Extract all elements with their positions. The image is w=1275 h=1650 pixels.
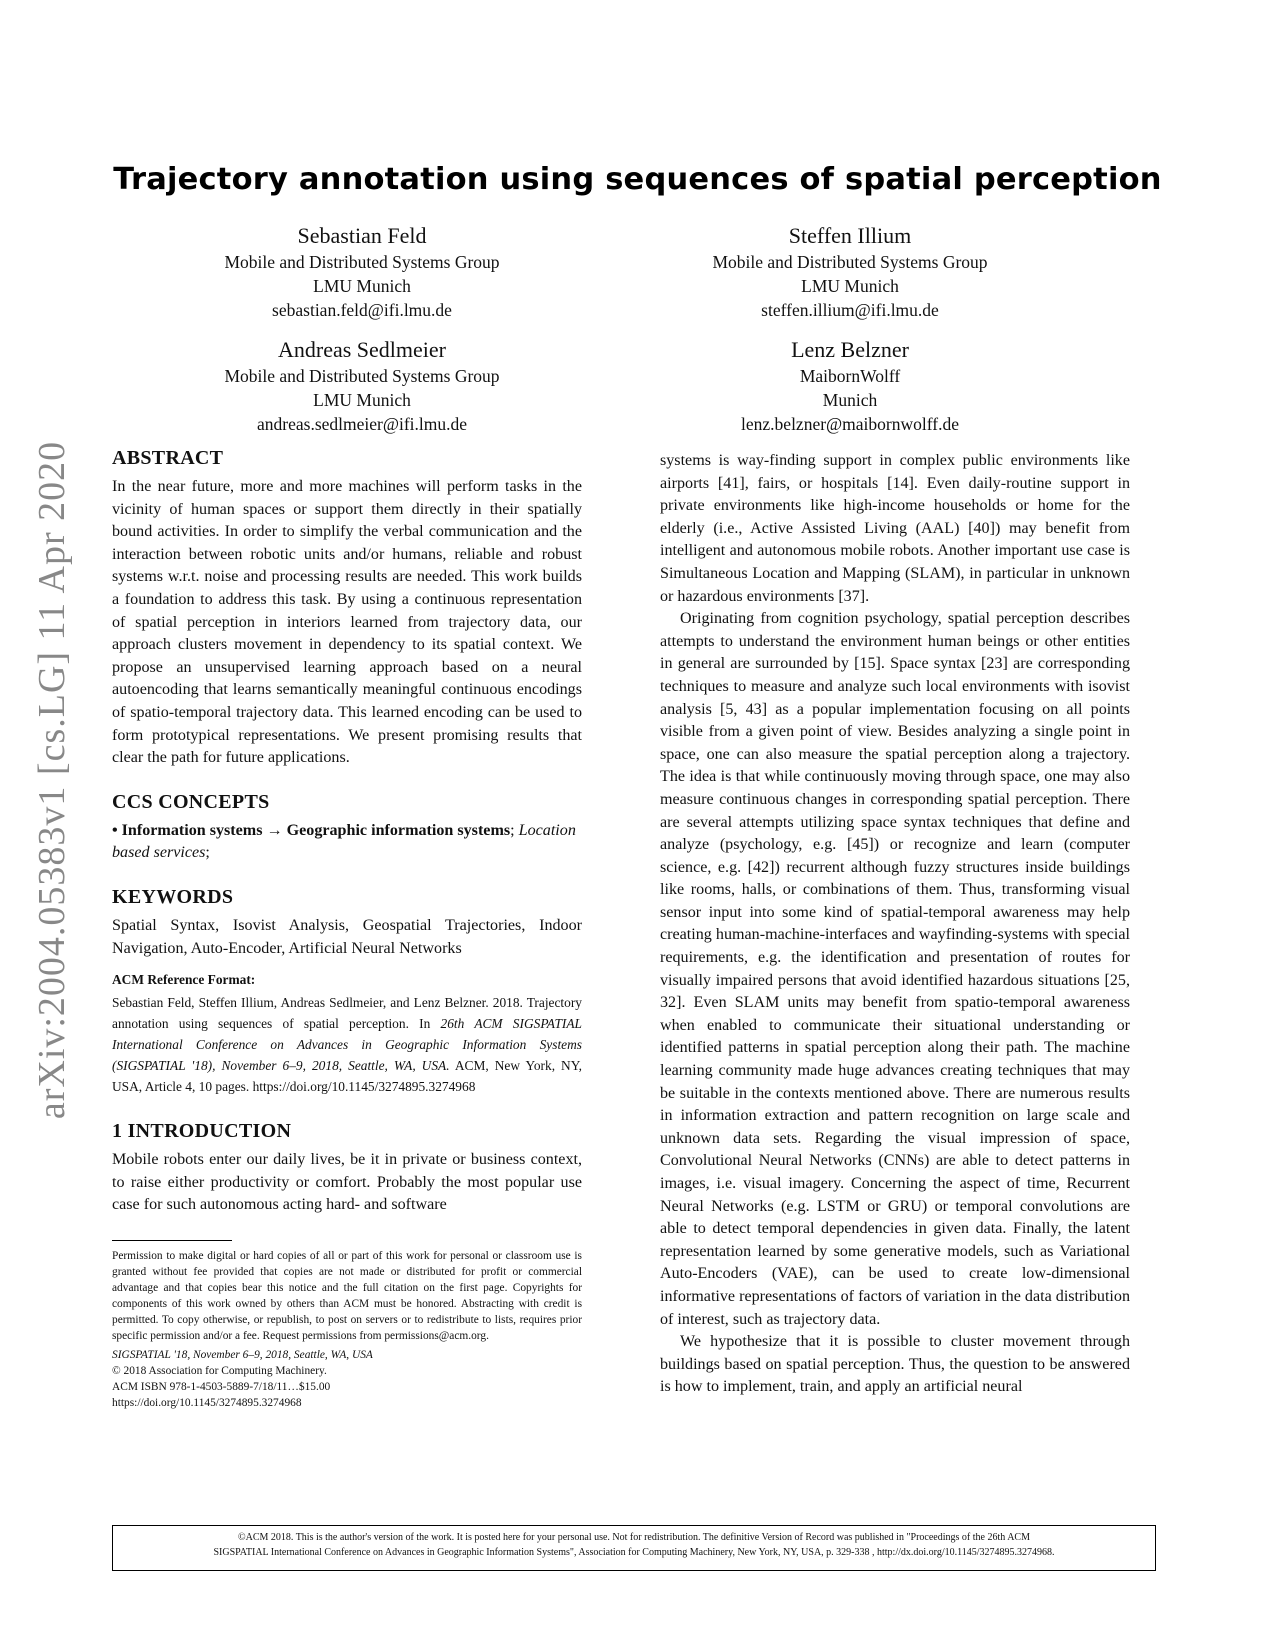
author-name: Lenz Belzner	[791, 337, 909, 362]
author-block-1	[132, 222, 592, 322]
author-block-3	[132, 336, 592, 436]
author-email[interactable]: sebastian.feld@ifi.lmu.de	[272, 300, 452, 320]
acm-ref-heading: ACM Reference Format:	[112, 972, 256, 988]
copyright-footer	[112, 1525, 1156, 1571]
author-institution: LMU Munich	[313, 276, 411, 296]
intro-heading: 1 INTRODUCTION	[112, 1120, 292, 1143]
ccs-primary: • Information systems → Geographic information systems	[112, 821, 511, 839]
author-name: Sebastian Feld	[297, 223, 427, 248]
author-name: Andreas Sedlmeier	[278, 337, 446, 362]
acm-ref-venue: 26th ACM SIGSPATIAL International Conference on Advances in Geographic Information Systems (SIGSPATIAL '18), November 6–9, 2018, Seattle, WA, USA.	[112, 1016, 582, 1074]
author-affiliation: Mobile and Distributed Systems Group	[712, 252, 988, 272]
author-affiliation: Mobile and Distributed Systems Group	[224, 252, 500, 272]
acm-ref-text	[112, 992, 582, 1097]
author-block-2	[620, 222, 1080, 322]
author-institution: LMU Munich	[313, 390, 411, 410]
ccs-heading: CCS CONCEPTS	[112, 790, 270, 813]
author-block-4	[620, 336, 1080, 436]
author-institution: Munich	[822, 390, 878, 410]
footer-line-1: ©ACM 2018. This is the author's version of the work. It is posted here for your personal use. Not for redistribution. The definitive Version of Record was published in "Proceedings of the 26th ACM	[238, 1532, 1030, 1543]
intro-paragraph-2: Originating from cognition psychology, spatial perception describes attempts to understand the environment human beings or other entities in general are surrounded by [15]. Space syntax [23] are corresponding techniques to measure and analyze such local environments with isovist analysis [5, 43] as a popular implementation focusing on all points visible from a given point of view. Besides analyzing a single point in space, one can also measure the spatial perception along a trajectory. The idea is that while continuously moving through space, one may also measure continuous changes in corresponding spatial perception. There are several attempts utilizing space syntax techniques that define and analyze (psychology, e.g. [45]) or recognize and learn (computer science, e.g. [42]) recurrent although fuzzy structures inside buildings like rooms, halls, or combinations of them. Thus, transforming visual sensor input into some kind of spatial-temporal awareness may help creating human-machine-interfaces and wayfinding-systems with special requirements, e.g. the identification and presentation of routes for visually impaired persons that avoid identified hazardous situations [25, 32]. Even SLAM units may benefit from spatio-temporal awareness when enabled to communicate their situational understanding or identified patterns in spatial perception along their path. The machine learning community made huge advances creating techniques that may be suitable in the contexts mentioned above. There are numerous results in information extraction and pattern recognition on large scale and unknown data sets. Regarding the visual impression of space, Convolutional Neural Networks (CNNs) are able to detect patterns in images, i.e. visual imagery. Concerning the aspect of time, Recurrent Neural Networks (e.g. LSTM or GRU) or temporal convolutions are able to detect temporal dependencies in given data. Finally, the latent representation learned by some generative models, such as Variational Auto-Encoders (VAE), can be used to create low-dimensional informative representations of factors of variation in the data distribution of interest, such as trajectory data.	[660, 610, 1130, 1328]
left-column	[112, 446, 582, 1217]
footer-line-2: SIGSPATIAL International Conference on Advances in Geographic Information Systems", Association for Computing Machinery, New York, NY, USA, p. 329-338 , http://dx.doi.org/10.1145/3274895.3274968.	[213, 1547, 1055, 1558]
intro-paragraph: Mobile robots enter our daily lives, be it in private or business context, to raise either productivity or comfort. Probably the most popular use case for such autonomous acting hard- and software	[112, 1151, 582, 1214]
permission-block	[112, 1248, 582, 1411]
paper-title: Trajectory annotation using sequences of spatial perception	[113, 162, 1162, 197]
author-email[interactable]: andreas.sedlmeier@ifi.lmu.de	[257, 414, 467, 434]
ccs-secondary: Location based services	[112, 821, 576, 862]
intro-paragraph-cont: systems is way-finding support in complex public environments like airports [41], fairs, or hospitals [14]. Even daily-routine support in private environments like high-income households or home for the elderly (i.e., Active Assisted Living (AAL) [40]) may benefit from intelligent and autonomous mobile robots. Another important use case is Simultaneous Location and Mapping (SLAM), in particular in unknown or hazardous environments [37].	[660, 452, 1130, 605]
intro-paragraph-3: We hypothesize that it is possible to cluster movement through buildings based on spatial perception. Thus, the question to be answered is how to implement, train, and apply an artificial neural	[660, 1333, 1130, 1396]
permission-venue: SIGSPATIAL '18, November 6–9, 2018, Seattle, WA, USA	[112, 1349, 373, 1361]
author-affiliation: Mobile and Distributed Systems Group	[224, 366, 500, 386]
author-affiliation: MaibornWolff	[799, 366, 901, 386]
permission-copyright: © 2018 Association for Computing Machinery.	[112, 1365, 327, 1377]
abstract-heading: ABSTRACT	[112, 447, 224, 469]
ccs-sep: ;	[510, 821, 515, 839]
abstract-text: In the near future, more and more machines will perform tasks in the vicinity of human spaces or support them directly in their spatially bound activities. In order to simplify the verbal communication and the interaction between robotic units and/or humans, reliable and robust systems w.r.t. noise and processing results are needed. This work builds a foundation to address this task. By using a continuous representation of spatial perception in interiors learned from trajectory data, our approach clusters movement in dependency to its spatial context. We propose an unsupervised learning approach based on a neural autoencoding that learns semantically meaningful continuous encodings of spatio-temporal trajectory data. This learned encoding can be used to form prototypical representations. We present promising results that clear the path for future applications.	[112, 478, 582, 767]
permission-doi[interactable]: https://doi.org/10.1145/3274895.3274968	[112, 1397, 302, 1409]
right-column	[660, 450, 1130, 1399]
keywords-heading: KEYWORDS	[112, 885, 234, 908]
arxiv-id: arXiv:2004.05383v1 [cs.LG] 11 Apr 2020	[31, 440, 73, 1120]
keywords-text: Spatial Syntax, Isovist Analysis, Geospatial Trajectories, Indoor Navigation, Auto-Encoder, Artificial Neural Networks	[112, 916, 582, 957]
permission-text: Permission to make digital or hard copies of all or part of this work for personal or classroom use is granted without fee provided that copies are not made or distributed for profit or commercial advantage and that copies bear this notice and the full citation on the first page. Copyrights for components of this work owned by others than ACM must be honored. Abstracting with credit is permitted. To copy otherwise, or republish, to post on servers or to redistribute to lists, requires prior specific permission and/or a fee. Request permissions from permissions@acm.org.	[112, 1250, 582, 1342]
author-email[interactable]: lenz.belzner@maibornwolff.de	[741, 414, 959, 434]
author-name: Steffen Illium	[788, 223, 912, 248]
ccs-concepts	[112, 820, 582, 865]
author-email[interactable]: steffen.illium@ifi.lmu.de	[761, 300, 939, 320]
arxiv-sidebar	[22, 425, 82, 1135]
acm-ref-lead: Sebastian Feld, Steffen Illium, Andreas Sedlmeier, and Lenz Belzner. 2018. Trajectory annotation using sequences of spatial perception. In	[112, 995, 582, 1032]
acm-ref-tail: ACM, New York, NY, USA, Article 4, 10 pages. https://doi.org/10.1145/3274895.3274968	[112, 1058, 583, 1095]
footnote-rule	[112, 1240, 232, 1241]
author-institution: LMU Munich	[801, 276, 899, 296]
ccs-end: ;	[205, 844, 210, 862]
permission-isbn: ACM ISBN 978-1-4503-5889-7/18/11…$15.00	[112, 1381, 331, 1393]
